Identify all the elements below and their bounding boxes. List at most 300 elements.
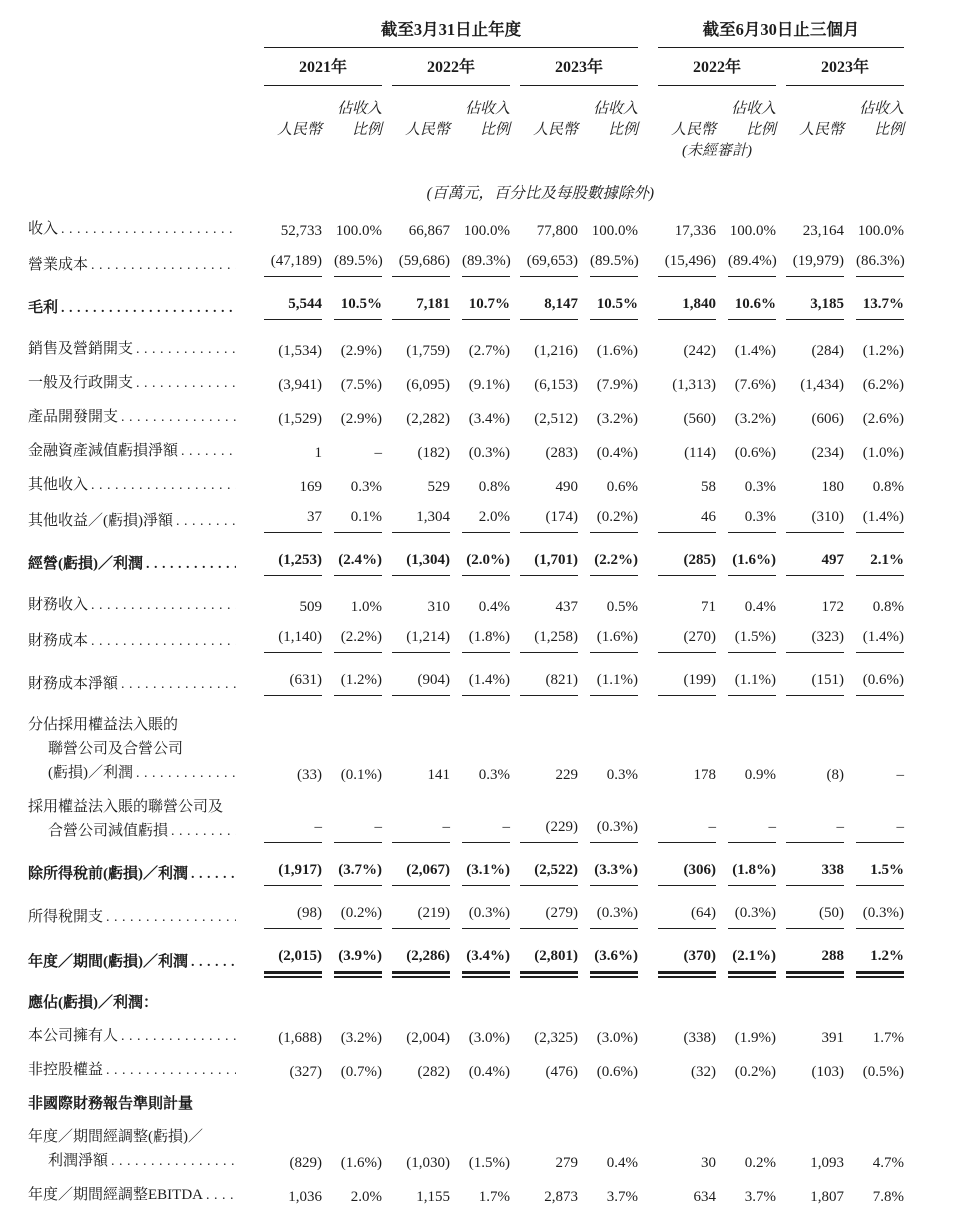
year-header-cell [510, 48, 638, 86]
header-row-years [28, 48, 904, 86]
amount-value-cell [510, 244, 578, 280]
value: (1,253) [264, 550, 322, 576]
value: 1 [314, 445, 322, 461]
table-row [28, 364, 904, 398]
row-label-line [28, 737, 236, 761]
amount-value-cell [252, 432, 322, 466]
amount-value-cell [638, 323, 716, 364]
amount-value-cell [638, 500, 716, 536]
value: (0.7%) [340, 1064, 382, 1080]
row-label-cell [28, 466, 252, 500]
amount-value-cell [252, 656, 322, 699]
year-header-cell [252, 48, 382, 86]
unaudited-cell [638, 141, 776, 162]
dot-leader [206, 1183, 236, 1208]
ratio-value-cell [578, 536, 638, 579]
amount-subheader-spacer [382, 86, 450, 120]
header-row-period-groups [28, 10, 904, 48]
unaudited-cell [776, 141, 904, 162]
value: 1,304 [392, 507, 450, 533]
ratio-value-cell [716, 500, 776, 536]
row-label-line [28, 1149, 236, 1174]
value: (0.4%) [468, 1064, 510, 1080]
value: 0.8% [872, 479, 904, 495]
value: 0.8% [872, 599, 904, 615]
amount-value-cell [638, 932, 716, 977]
row-label: 除所得稅前(虧損)／利潤 [28, 866, 188, 882]
amount-value-cell [252, 280, 322, 323]
value: (89.3%) [462, 251, 510, 277]
amount-value-cell [638, 244, 716, 280]
amount-value-cell [252, 846, 322, 889]
ratio-value-cell [578, 1176, 638, 1210]
value: (7.6%) [734, 377, 776, 393]
ratio-value-cell [716, 1017, 776, 1051]
amount-value-cell [252, 1176, 322, 1210]
value: 0.3% [606, 767, 638, 783]
value: (829) [289, 1155, 322, 1171]
ratio-value-cell [578, 889, 638, 932]
value: 0.9% [744, 767, 776, 783]
value: 310 [427, 599, 450, 615]
year-header-cell [776, 48, 904, 86]
ratio-value-cell [450, 536, 510, 579]
value: – [462, 817, 510, 843]
value: (476) [545, 1064, 578, 1080]
ratio-value-cell [450, 1051, 510, 1085]
value: (1,030) [406, 1155, 450, 1171]
row-label-cell [28, 1118, 252, 1176]
table-row [28, 846, 904, 889]
dot-leader [191, 950, 236, 975]
value: (0.2%) [334, 903, 382, 929]
amount-subheader: 人民幣 [798, 122, 844, 138]
row-label: 其他收入 [28, 477, 89, 493]
ratio-value-cell [322, 536, 382, 579]
amount-value-cell [776, 1118, 844, 1176]
value: 7,181 [392, 294, 450, 320]
amount-value-cell [382, 244, 450, 280]
amount-value-cell [776, 656, 844, 699]
row-label: 銷售及營銷開支 [28, 341, 134, 357]
row-label-line [28, 672, 236, 697]
value: 3,185 [786, 294, 844, 320]
value: 100.0% [857, 223, 904, 239]
amount-value-cell [252, 620, 322, 656]
table-row [28, 699, 904, 788]
header-spacer-cell [28, 10, 252, 48]
dot-leader [136, 371, 236, 396]
amount-value-cell [776, 1176, 844, 1210]
row-label-line [28, 337, 236, 362]
ratio-value-cell [844, 788, 904, 846]
amount-value-cell [510, 398, 578, 432]
table-row [28, 788, 904, 846]
ratio-value-cell [578, 244, 638, 280]
row-label-line [28, 1125, 236, 1149]
amount-value-cell [776, 620, 844, 656]
value: 141 [427, 767, 450, 783]
amount-value-cell [638, 536, 716, 579]
ratio-value-cell [322, 1051, 382, 1085]
value: (0.1%) [340, 767, 382, 783]
ratio-value-cell [578, 788, 638, 846]
period-group-title: 截至3月31日止年度 [264, 19, 638, 48]
table-row [28, 977, 904, 1017]
header-row-unaudited [28, 141, 904, 162]
dot-leader [121, 405, 236, 430]
row-label-cell [28, 1051, 252, 1085]
ratio-subheader: 佔收入 [730, 101, 776, 117]
amount-value-cell [382, 280, 450, 323]
ratio-value-cell [578, 656, 638, 699]
row-label: (虧損)／利潤 [48, 765, 133, 781]
value: (89.4%) [728, 251, 776, 277]
ratio-value-cell [450, 1017, 510, 1051]
value: (114) [684, 445, 716, 461]
amount-value-cell [776, 1017, 844, 1051]
value: (229) [520, 817, 578, 843]
value: (2,282) [406, 411, 450, 427]
ratio-value-cell [716, 398, 776, 432]
unaudited-note: (未經審計) [682, 143, 752, 159]
amount-value-cell [776, 280, 844, 323]
value: 229 [555, 767, 578, 783]
row-label-line [28, 905, 236, 930]
value: 10.6% [728, 294, 776, 320]
amount-value-cell [638, 210, 716, 244]
table-row [28, 1176, 904, 1210]
amount-subheader: 人民幣 [670, 122, 716, 138]
ratio-value-cell [450, 579, 510, 620]
amount-value-cell [776, 364, 844, 398]
row-label-line [28, 371, 236, 396]
amount-value-cell [638, 432, 716, 466]
value: (821) [520, 670, 578, 696]
amount-value-cell [382, 889, 450, 932]
value: (33) [297, 767, 322, 783]
ratio-subheader: 佔收入 [464, 101, 510, 117]
row-label: 一般及行政開支 [28, 375, 134, 391]
value: (306) [658, 860, 716, 886]
amount-value-cell [638, 579, 716, 620]
value: (2,522) [520, 860, 578, 886]
dot-leader [146, 552, 236, 577]
row-label-cell [28, 536, 252, 579]
row-label-line [28, 1058, 236, 1083]
amount-value-cell [382, 323, 450, 364]
dot-leader [121, 1024, 236, 1049]
row-label: 財務成本 [28, 633, 89, 649]
amount-value-cell [638, 364, 716, 398]
ratio-value-cell [716, 1176, 776, 1210]
ratio-value-cell [450, 500, 510, 536]
value: (1,688) [278, 1030, 322, 1046]
value: (2,801) [520, 946, 578, 974]
amount-subheader-spacer [252, 86, 322, 120]
ratio-value-cell [844, 364, 904, 398]
ratio-value-cell [450, 323, 510, 364]
ratio-value-cell [844, 656, 904, 699]
ratio-value-cell [578, 364, 638, 398]
row-label-cell [28, 1085, 904, 1118]
value: (1.6%) [340, 1155, 382, 1171]
amount-value-cell [382, 500, 450, 536]
ratio-value-cell [578, 1051, 638, 1085]
amount-value-cell [252, 1017, 322, 1051]
row-label: 利潤淨額 [48, 1153, 109, 1169]
value: 100.0% [729, 223, 776, 239]
value: 3.7% [744, 1189, 776, 1205]
ratio-value-cell [578, 398, 638, 432]
ratio-value-cell [322, 889, 382, 932]
header-row-col-subheaders [28, 120, 904, 141]
value: (69,653) [520, 251, 578, 277]
amount-value-cell [510, 1051, 578, 1085]
row-label-line [28, 509, 236, 534]
financial-summary-table [28, 10, 904, 1210]
row-label-line [28, 473, 236, 498]
row-label-line [28, 439, 236, 464]
dot-leader [181, 439, 236, 464]
table-row [28, 1085, 904, 1118]
row-label: 本公司擁有人 [28, 1028, 119, 1044]
amount-value-cell [382, 699, 450, 788]
value: (1.8%) [728, 860, 776, 886]
table-row [28, 323, 904, 364]
ratio-value-cell [450, 364, 510, 398]
amount-value-cell [382, 1017, 450, 1051]
table-row [28, 932, 904, 977]
header-spacer-cell [28, 141, 252, 162]
value: (2.4%) [334, 550, 382, 576]
amount-value-cell [776, 432, 844, 466]
value: (0.6%) [734, 445, 776, 461]
amount-value-cell [776, 788, 844, 846]
ratio-value-cell [716, 210, 776, 244]
row-label: 應佔(虧損)／利潤： [28, 995, 158, 1011]
header-row-units [28, 162, 904, 210]
value: 37 [264, 507, 322, 533]
amount-value-cell [252, 1118, 322, 1176]
ratio-value-cell [716, 244, 776, 280]
row-label: 年度／期間(虧損)／利潤 [28, 954, 188, 970]
amount-subheader-spacer [510, 86, 578, 120]
ratio-value-cell [322, 699, 382, 788]
value: 2.0% [350, 1189, 382, 1205]
value: (0.3%) [462, 903, 510, 929]
row-label-cell [28, 1017, 252, 1051]
value: (151) [786, 670, 844, 696]
value: 66,867 [408, 223, 450, 239]
value: (2.9%) [340, 343, 382, 359]
unaudited-cell [252, 141, 382, 162]
value: – [786, 817, 844, 843]
value: (89.5%) [590, 251, 638, 277]
value: (8) [826, 767, 844, 783]
ratio-value-cell [578, 280, 638, 323]
ratio-value-cell [716, 579, 776, 620]
value: (2,512) [534, 411, 578, 427]
amount-value-cell [510, 432, 578, 466]
amount-value-cell [510, 699, 578, 788]
ratio-value-cell [578, 1118, 638, 1176]
amount-value-cell [252, 889, 322, 932]
amount-value-cell [510, 620, 578, 656]
value: (0.6%) [856, 670, 904, 696]
ratio-value-cell [844, 1118, 904, 1176]
value: (1.4%) [856, 627, 904, 653]
value: 0.6% [606, 479, 638, 495]
amount-value-cell [638, 280, 716, 323]
value: (3.0%) [596, 1030, 638, 1046]
amount-value-cell [638, 846, 716, 889]
ratio-value-cell [844, 466, 904, 500]
value: 7.8% [872, 1189, 904, 1205]
year-header-cell [638, 48, 776, 86]
row-label: 財務成本淨額 [28, 676, 119, 692]
row-label: 年度／期間經調整EBITDA [28, 1187, 203, 1203]
value: (2.0%) [462, 550, 510, 576]
row-label: 所得稅開支 [28, 909, 104, 925]
value: 490 [555, 479, 578, 495]
amount-value-cell [638, 398, 716, 432]
ratio-value-cell [716, 280, 776, 323]
ratio-value-cell [578, 932, 638, 977]
ratio-value-cell [450, 1176, 510, 1210]
value: 0.3% [744, 479, 776, 495]
value: (1,304) [392, 550, 450, 576]
ratio-value-cell [322, 1017, 382, 1051]
value: 52,733 [280, 223, 322, 239]
value: (560) [683, 411, 716, 427]
row-label-line [28, 1092, 888, 1116]
row-label-cell [28, 364, 252, 398]
value: (323) [786, 627, 844, 653]
row-label-line [28, 795, 236, 819]
value: (631) [264, 670, 322, 696]
row-label-line [28, 1183, 236, 1208]
value: (279) [520, 903, 578, 929]
row-label-cell [28, 846, 252, 889]
row-label: 財務收入 [28, 597, 89, 613]
year-header: 2023年 [786, 57, 904, 86]
value: 2.1% [856, 550, 904, 576]
row-label-cell [28, 432, 252, 466]
amount-value-cell [510, 579, 578, 620]
value: (1,434) [800, 377, 844, 393]
value: (1,214) [392, 627, 450, 653]
table-row [28, 466, 904, 500]
row-label-line [28, 405, 236, 430]
value: 1.2% [856, 946, 904, 974]
row-label: 產品開發開支 [28, 409, 119, 425]
ratio-value-cell [578, 579, 638, 620]
ratio-value-cell [322, 846, 382, 889]
row-label: 非控股權益 [28, 1062, 104, 1078]
row-label-line [28, 819, 236, 844]
ratio-value-cell [716, 1051, 776, 1085]
value: (1.4%) [734, 343, 776, 359]
ratio-value-cell [578, 620, 638, 656]
amount-value-cell [510, 889, 578, 932]
amount-value-cell [382, 466, 450, 500]
dot-leader [136, 761, 236, 786]
value: 5,544 [264, 294, 322, 320]
ratio-value-cell [844, 210, 904, 244]
amount-value-cell [382, 432, 450, 466]
value: 30 [701, 1155, 716, 1171]
row-label-cell [28, 620, 252, 656]
value: 1,807 [810, 1189, 844, 1205]
value: (0.6%) [596, 1064, 638, 1080]
value: 0.3% [728, 507, 776, 533]
dot-leader [121, 672, 236, 697]
amount-value-cell [510, 536, 578, 579]
amount-value-cell [638, 1051, 716, 1085]
ratio-value-cell [450, 244, 510, 280]
ratio-value-cell [450, 846, 510, 889]
amount-value-cell [638, 656, 716, 699]
units-note-cell [252, 162, 654, 210]
amount-value-cell [252, 500, 322, 536]
dot-leader [191, 862, 236, 887]
ratio-value-cell [716, 788, 776, 846]
value: (2.9%) [340, 411, 382, 427]
value: (1.5%) [468, 1155, 510, 1171]
amount-value-cell [638, 466, 716, 500]
value: (1,216) [534, 343, 578, 359]
value: 0.3% [478, 767, 510, 783]
value: 497 [786, 550, 844, 576]
value: 0.3% [350, 479, 382, 495]
amount-value-cell [382, 846, 450, 889]
amount-value-cell [252, 364, 322, 398]
row-label: 收入 [28, 221, 59, 237]
ratio-value-cell [844, 620, 904, 656]
ratio-value-cell [322, 210, 382, 244]
value: (86.3%) [856, 251, 904, 277]
row-label-line [28, 761, 236, 786]
value: 338 [786, 860, 844, 886]
value: (50) [786, 903, 844, 929]
ratio-subheader: 比例 [873, 122, 904, 138]
year-header: 2021年 [264, 57, 382, 86]
value: 10.5% [334, 294, 382, 320]
value: – [264, 817, 322, 843]
header-spacer-cell [28, 48, 252, 86]
value: (59,686) [392, 251, 450, 277]
row-label-line [28, 296, 236, 321]
ratio-value-cell [844, 932, 904, 977]
value: (3.1%) [462, 860, 510, 886]
value: 1.7% [478, 1189, 510, 1205]
value: 77,800 [536, 223, 578, 239]
amount-value-cell [510, 788, 578, 846]
ratio-subheader: 比例 [351, 122, 382, 138]
value: (1.1%) [590, 670, 638, 696]
value: (370) [658, 946, 716, 974]
units-note: (百萬元，百分比及每股數據除外) [426, 185, 654, 202]
value: (3.3%) [590, 860, 638, 886]
value: – [896, 767, 904, 783]
value: 0.5% [606, 599, 638, 615]
value: (282) [417, 1064, 450, 1080]
row-label-cell [28, 656, 252, 699]
ratio-value-cell [322, 932, 382, 977]
ratio-value-cell [322, 656, 382, 699]
amount-value-cell [510, 846, 578, 889]
